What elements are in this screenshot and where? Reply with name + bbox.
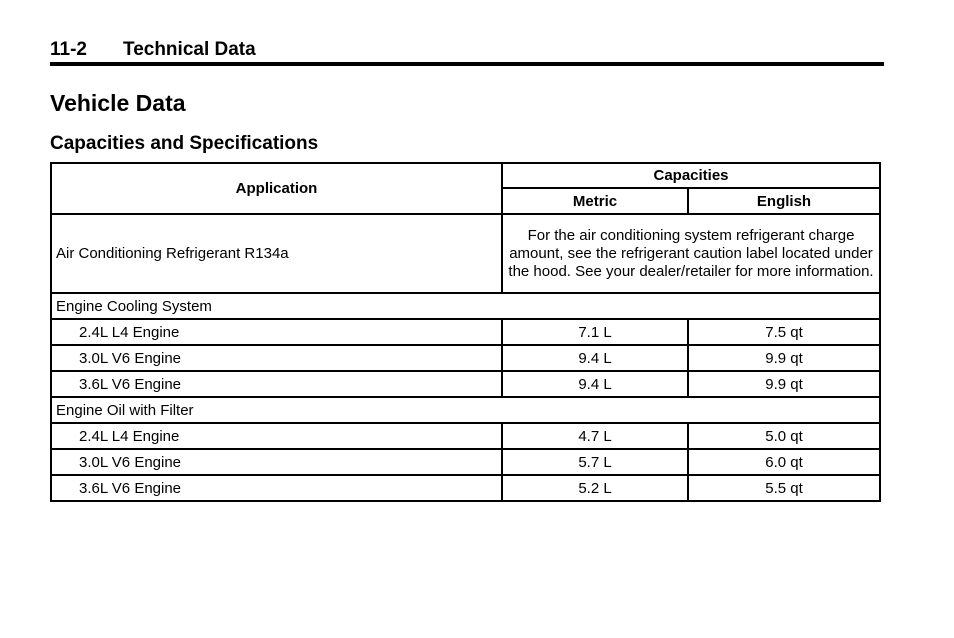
section-row <box>51 397 880 423</box>
english-cell: 5.5 qt <box>688 475 880 501</box>
metric-cell: 7.1 L <box>502 319 688 345</box>
header-metric: Metric <box>502 188 688 214</box>
table-row <box>51 449 880 475</box>
section-subtitle: Capacities and Specifications <box>50 133 319 154</box>
english-cell: 9.9 qt <box>688 371 880 397</box>
table-row <box>51 423 880 449</box>
oil-section-label: Engine Oil with Filter <box>51 397 880 423</box>
engine-cell: 3.6L V6 Engine <box>51 475 502 501</box>
cooling-section-label: Engine Cooling System <box>51 293 880 319</box>
page-header <box>50 38 884 62</box>
page-title: Vehicle Data <box>50 90 186 116</box>
metric-cell: 9.4 L <box>502 345 688 371</box>
table-row <box>51 319 880 345</box>
english-cell: 5.0 qt <box>688 423 880 449</box>
section-row <box>51 293 880 319</box>
header-application: Application <box>51 163 502 214</box>
engine-cell: 3.0L V6 Engine <box>51 345 502 371</box>
metric-cell: 9.4 L <box>502 371 688 397</box>
engine-cell: 3.6L V6 Engine <box>51 371 502 397</box>
table-row <box>51 371 880 397</box>
ac-note: For the air conditioning system refrigerant charge amount, see the refrigerant caution label located under the hood. See your dealer/retailer for more information. <box>502 214 880 293</box>
header-english: English <box>688 188 880 214</box>
section-title: Technical Data <box>123 39 256 60</box>
english-cell: 9.9 qt <box>688 345 880 371</box>
metric-cell: 4.7 L <box>502 423 688 449</box>
table-row <box>51 475 880 501</box>
table-header-row <box>51 163 880 188</box>
engine-cell: 2.4L L4 Engine <box>51 319 502 345</box>
english-cell: 7.5 qt <box>688 319 880 345</box>
table-row <box>51 214 880 293</box>
header-rule <box>50 62 884 66</box>
header-capacities: Capacities <box>502 163 880 188</box>
ac-label: Air Conditioning Refrigerant R134a <box>51 214 502 293</box>
capacities-table <box>50 162 881 502</box>
engine-cell: 2.4L L4 Engine <box>51 423 502 449</box>
english-cell: 6.0 qt <box>688 449 880 475</box>
metric-cell: 5.2 L <box>502 475 688 501</box>
table-row <box>51 345 880 371</box>
metric-cell: 5.7 L <box>502 449 688 475</box>
page-number: 11-2 <box>50 39 87 60</box>
engine-cell: 3.0L V6 Engine <box>51 449 502 475</box>
